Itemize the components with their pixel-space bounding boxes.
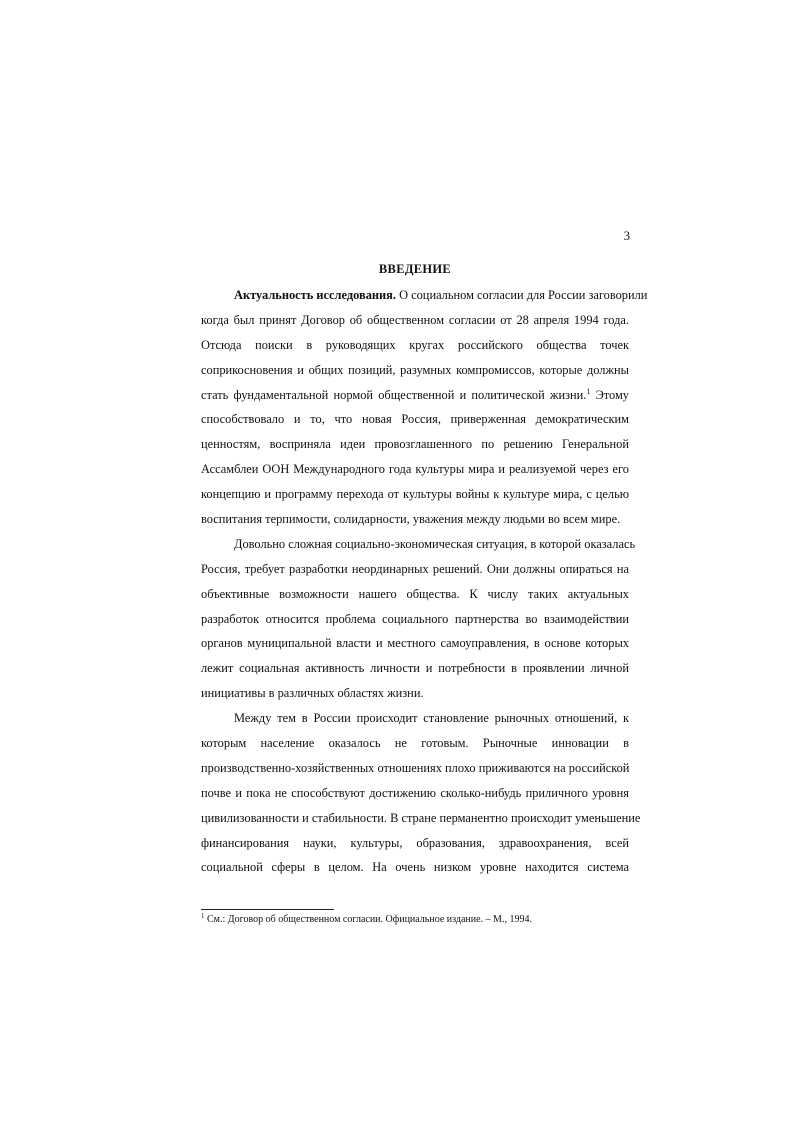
text-line: финансирования науки, культуры, образования, здравоохранения, всей [201,835,629,850]
footnote-text: См.: Договор об общественном согласии. Официальное издание. – М., 1994. [204,914,532,925]
text-line: органов муниципальной власти и местного самоуправления, в основе которых [201,636,629,651]
text-line: разработок относится проблема социального партнерства во взаимодействии [201,611,629,626]
text-line: почве и пока не способствуют достижению сколько-нибудь приличного уровня [201,785,629,800]
text-line: лежит социальная активность личности и потребности в проявлении личной [201,661,629,676]
footnote [201,914,629,925]
bold-lead: Актуальность исследования. [234,288,396,302]
text-line: инициативы в различных областях жизни. [201,686,424,701]
page-number: 3 [623,229,630,243]
text-line: цивилизованности и стабильности. В стране перманентно происходит уменьшение [201,810,641,825]
text-fragment: О социальном согласии для России заговорили [395,288,648,302]
footnote-reference: 1 [586,386,591,396]
text-line: Между тем в России происходит становление рыночных отношений, к [234,711,629,726]
text-line: которым население оказалось не готовым. Рыночные инновации в [201,736,629,751]
text-line [201,283,648,308]
text-line: способствовало и то, что новая Россия, приверженная демократическим [201,412,629,427]
footnote-divider [201,909,334,910]
text-line: ценностям, восприняла идеи провозглашенного по решению Генеральной [201,437,629,452]
text-line: Довольно сложная социально-экономическая ситуация, в которой оказалась [234,536,636,551]
text-fragment: Этому [590,387,629,402]
text-line: Россия, требует разработки неординарных решений. Они должны опираться на [201,561,629,576]
footnote-mark: 1 [201,912,205,920]
body-text [201,283,648,880]
text-line: Ассамблеи ООН Международного года культуры мира и реализуемой через его [201,462,629,477]
section-title: ВВЕДЕНИЕ [378,262,452,276]
text-line: объективные возможности нашего общества. К числу таких актуальных [201,586,629,601]
text-line: социальной сферы в целом. На очень низком уровне находится система [201,860,629,875]
text-line: когда был принят Договор об общественном согласии от 28 апреля 1994 года. [201,312,629,327]
text-fragment: стать фундаментальной нормой общественной и политической жизни. [201,387,587,402]
text-line: соприкосновения и общих позиций, разумных компромиссов, которые должны [201,362,629,377]
text-line [201,383,629,408]
text-line: концепцию и программу перехода от культуры войны к культуре мира, с целью [201,487,629,502]
text-line: Отсюда поиски в руководящих кругах российского общества точек [201,337,629,352]
text-line: воспитания терпимости, солидарности, уважения между людьми во всем мире. [201,512,621,527]
text-line: производственно-хозяйственных отношениях плохо приживаются на российской [201,760,630,775]
